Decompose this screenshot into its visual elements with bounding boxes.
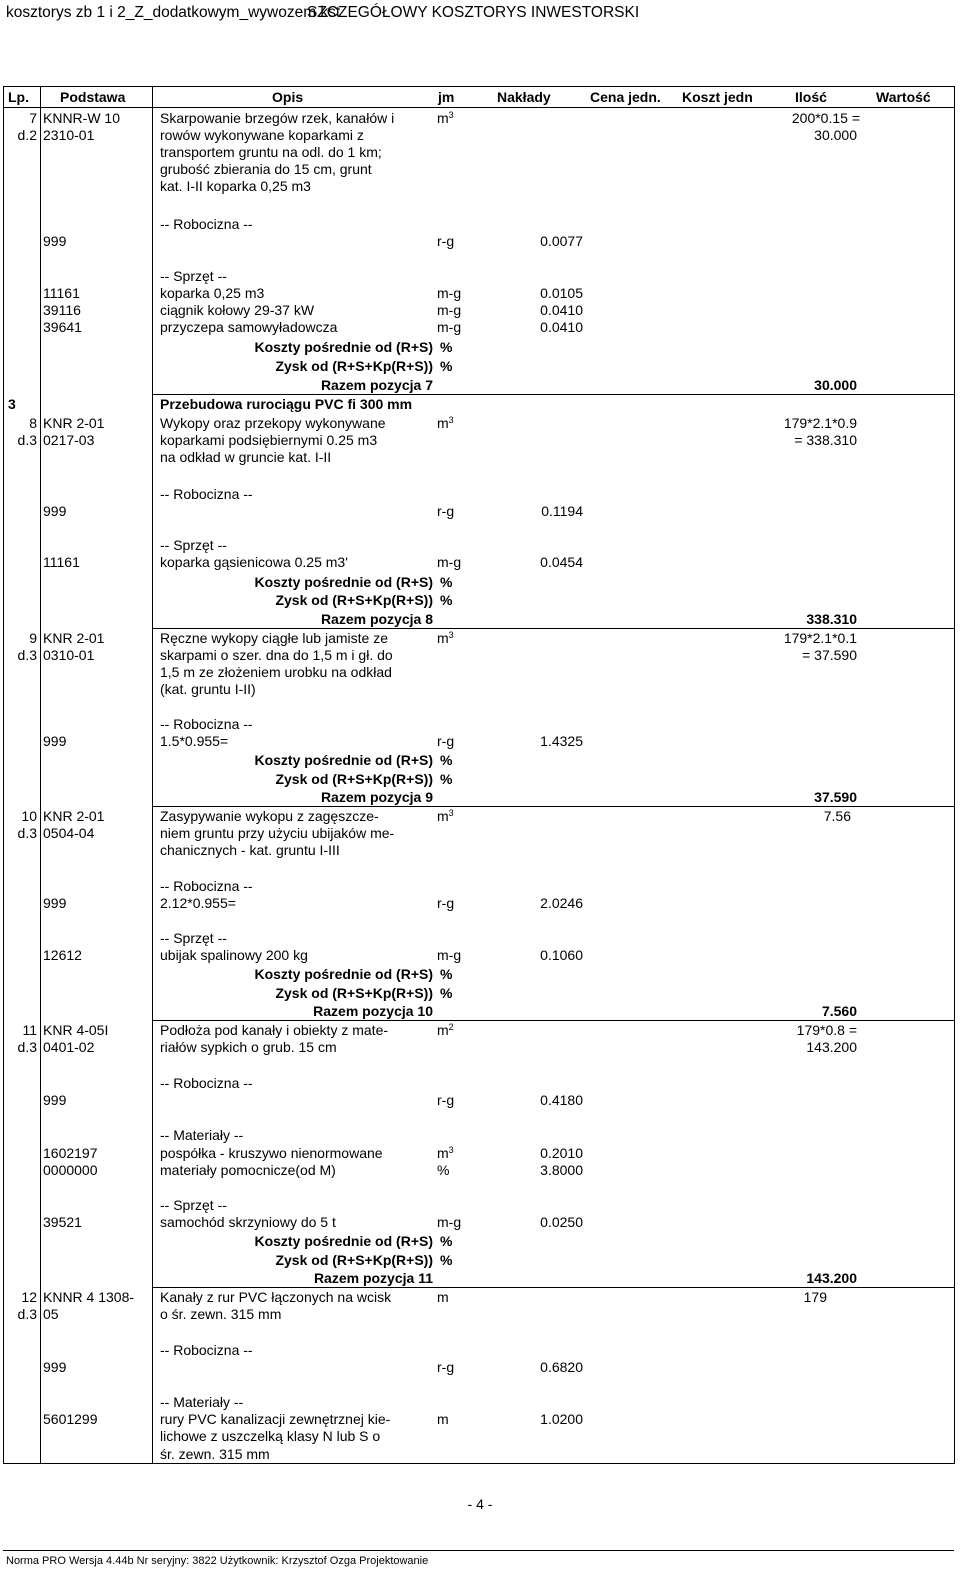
pos12-labour-unit: r-g — [437, 1359, 455, 1375]
pos11-mat2-norm: 3.8000 — [540, 1162, 583, 1178]
pos10-desc-2: niem gruntu przy użyciu ubijaków me- — [160, 825, 395, 841]
header-bottom-border — [3, 107, 954, 108]
file-name: kosztorys zb 1 i 2_Z_dodatkowym_wywozem.kst — [6, 4, 341, 21]
pos9-labour-unit: r-g — [437, 733, 455, 749]
pos7-eq1-norm: 0.0105 — [540, 285, 583, 301]
pos9-lp-sub: d.3 — [17, 647, 37, 663]
pos7-desc-4: grubość zbierania do 15 cm, grunt — [160, 161, 372, 177]
pos11-total-label: Razem pozycja 11 — [313, 1270, 433, 1286]
pos11-lp: 11 — [22, 1022, 37, 1038]
pos9-profit-pct: % — [440, 771, 453, 787]
pos8-total-label: Razem pozycja 8 — [320, 611, 433, 627]
pos12-lp: 12 — [21, 1289, 37, 1305]
section-number: 3 — [8, 396, 16, 412]
pos9-desc-4: (kat. gruntu I-II) — [160, 681, 256, 697]
pos9-desc-2: skarpami o szer. dna do 1,5 m i gł. do — [160, 647, 393, 663]
pos7-eq3-desc: przyczepa samowyładowcza — [160, 319, 338, 335]
pos12-mat1-code: 5601299 — [43, 1411, 98, 1427]
pos8-total-rule — [153, 628, 954, 629]
pos11-desc-2: riałów sypkich o grub. 15 cm — [160, 1039, 337, 1055]
pos11-unit: $m^2$ — [437, 1022, 454, 1038]
pos8-desc-3: na odkład w gruncie kat. I-II — [160, 449, 332, 465]
pos9-desc-3: 1,5 m ze złożeniem urobku na odkład — [160, 664, 392, 680]
pos7-eq2-code: 39116 — [43, 302, 81, 318]
pos7-eq3-norm: 0.0410 — [540, 319, 583, 335]
pos12-desc-2: o śr. zewn. 315 mm — [160, 1306, 282, 1322]
pos7-labour-code: 999 — [43, 233, 67, 249]
table-top-border — [3, 86, 954, 87]
pos12-mat1-desc-1: rury PVC kanalizacji zewnętrznej kie- — [160, 1411, 391, 1427]
pos8-qty: = 338.310 — [794, 432, 857, 448]
pos8-eq1-code: 11161 — [43, 554, 80, 570]
col-header-lp: Lp. — [8, 89, 29, 105]
pos11-indirect-label: Koszty pośrednie od (R+S) — [254, 1233, 433, 1249]
pos12-materials-heading: -- Materiały -- — [160, 1394, 244, 1410]
pos11-total-value: 143.200 — [806, 1270, 857, 1286]
pos11-materials-heading: -- Materiały -- — [160, 1127, 244, 1143]
pos10-basis: KNR 2-01 — [43, 808, 105, 824]
col-header-jm: jm — [438, 89, 455, 105]
pos7-qty: 30.000 — [814, 127, 857, 143]
col-header-ilosc: Ilość — [795, 89, 827, 105]
pos9-labour-heading: -- Robocizna -- — [160, 716, 253, 732]
col-border-lp — [40, 86, 41, 1464]
pos10-desc-3: chanicznych - kat. gruntu I-III — [160, 842, 340, 858]
pos10-basis-code: 0504-04 — [43, 825, 95, 841]
pos7-eq1-code: 11161 — [43, 285, 80, 301]
pos8-equipment-heading: -- Sprzęt -- — [160, 537, 227, 553]
pos8-indirect-pct: % — [440, 574, 453, 590]
col-border-right — [954, 86, 955, 1464]
pos8-desc-1: Wykopy oraz przekopy wykonywane — [160, 415, 386, 431]
pos12-mat1-desc-2: lichowe z uszczelką klasy N lub S o — [160, 1428, 381, 1444]
pos9-profit-label: Zysk od (R+S+Kp(R+S)) — [275, 771, 433, 787]
table-bottom-border — [3, 1463, 954, 1464]
pos9-labour-code: 999 — [43, 733, 67, 749]
pos8-labour-heading: -- Robocizna -- — [160, 486, 253, 502]
pos11-eq1-unit: m-g — [437, 1214, 462, 1230]
pos7-eq1-unit: m-g — [437, 285, 462, 301]
pos8-eq1-norm: 0.0454 — [540, 554, 583, 570]
pos12-labour-code: 999 — [43, 1359, 67, 1375]
col-border-podstawa — [152, 86, 153, 1464]
pos12-mat1-norm: 1.0200 — [540, 1411, 583, 1427]
pos8-lp-sub: d.3 — [17, 432, 37, 448]
pos11-eq1-norm: 0.0250 — [540, 1214, 583, 1230]
pos11-mat1-unit: $m^3$ — [437, 1145, 454, 1161]
pos7-total-value: 30.000 — [814, 377, 857, 393]
pos10-labour-unit: r-g — [437, 895, 455, 911]
pos7-basis-code: 2310-01 — [43, 127, 95, 143]
pos7-labour-unit: r-g — [437, 233, 455, 249]
pos10-total-label: Razem pozycja 10 — [313, 1003, 433, 1019]
pos11-mat1-norm: 0.2010 — [540, 1145, 583, 1161]
pos9-basis-code: 0310-01 — [43, 647, 95, 663]
pos11-labour-heading: -- Robocizna -- — [160, 1075, 253, 1091]
pos11-lp-sub: d.3 — [17, 1039, 37, 1055]
pos11-mat2-code: 0000000 — [43, 1162, 98, 1178]
pos12-labour-norm: 0.6820 — [540, 1359, 583, 1375]
pos10-unit: $m^3$ — [437, 808, 454, 824]
pos9-labour-norm: 1.4325 — [540, 733, 583, 749]
pos8-total-value: 338.310 — [806, 611, 857, 627]
pos7-lp: 7 — [29, 110, 37, 126]
pos11-basis-code: 0401-02 — [43, 1039, 95, 1055]
pos10-labour-code: 999 — [43, 895, 67, 911]
pos11-profit-label: Zysk od (R+S+Kp(R+S)) — [275, 1252, 433, 1268]
pos7-desc-5: kat. I-II koparka 0,25 m3 — [160, 178, 311, 194]
pos12-desc-1: Kanały z rur PVC łączonych na wcisk — [160, 1289, 392, 1305]
pos7-profit-label: Zysk od (R+S+Kp(R+S)) — [275, 358, 433, 374]
pos11-mat1-desc: pospółka - kruszywo nienormowane — [160, 1145, 383, 1161]
pos11-desc-1: Podłoża pod kanały i obiekty z mate- — [160, 1022, 389, 1038]
pos10-profit-pct: % — [440, 985, 453, 1001]
pos12-unit: m — [437, 1289, 449, 1305]
col-header-opis: Opis — [272, 89, 304, 105]
pos11-mat2-unit: % — [437, 1162, 450, 1178]
pos9-lp: 9 — [29, 630, 37, 646]
pos11-mat2-desc: materiały pomocnicze(od M) — [160, 1162, 336, 1178]
pos9-qty-formula: 179*2.1*0.1 — [783, 630, 857, 646]
pos9-desc-1: Ręczne wykopy ciągłe lub jamiste ze — [160, 630, 388, 646]
pos8-indirect-label: Koszty pośrednie od (R+S) — [254, 574, 433, 590]
pos8-lp: 8 — [29, 415, 37, 431]
pos7-qty-formula: 200*0.15 = — [791, 110, 860, 126]
pos8-profit-pct: % — [440, 592, 453, 608]
pos10-total-rule — [153, 1020, 954, 1021]
pos10-eq1-norm: 0.1060 — [540, 947, 583, 963]
pos12-basis-code: 05 — [43, 1306, 59, 1322]
pos11-labour-unit: r-g — [437, 1092, 455, 1108]
pos10-eq1-code: 12612 — [43, 947, 82, 963]
pos7-total-label: Razem pozycja 7 — [320, 377, 433, 393]
pos8-labour-code: 999 — [43, 503, 67, 519]
pos11-indirect-pct: % — [440, 1233, 453, 1249]
pos7-desc-1: Skarpowanie brzegów rzek, kanałów i — [160, 110, 395, 126]
col-header-wartosc: Wartość — [876, 89, 931, 105]
pos7-labour-heading: -- Robocizna -- — [160, 216, 253, 232]
software-footer: Norma PRO Wersja 4.44b Nr seryjny: 3822 Użytkownik: Krzysztof Ozga Projektowanie — [6, 1555, 429, 1567]
pos10-eq1-unit: m-g — [437, 947, 462, 963]
pos8-labour-norm: 0.1194 — [541, 503, 583, 519]
page-number: - 4 - — [467, 1496, 493, 1512]
pos8-desc-2: koparkami podsiębiernymi 0.25 m3 — [160, 432, 378, 448]
pos7-lp-sub: d.2 — [17, 127, 37, 143]
pos10-labour-formula: 2.12*0.955= — [160, 895, 236, 911]
col-header-cena: Cena jedn. — [590, 89, 661, 105]
pos12-lp-sub: d.3 — [17, 1306, 37, 1322]
pos10-qty: 7.56 — [823, 808, 851, 824]
pos10-indirect-pct: % — [440, 966, 453, 982]
pos7-eq3-code: 39641 — [43, 319, 82, 335]
col-header-podstawa: Podstawa — [60, 89, 126, 105]
pos11-qty-formula: 179*0.8 = — [796, 1022, 857, 1038]
pos9-total-rule — [153, 806, 954, 807]
pos7-desc-2: rowów wykonywane koparkami z — [160, 127, 364, 143]
pos7-eq2-unit: m-g — [437, 302, 462, 318]
pos10-labour-heading: -- Robocizna -- — [160, 878, 253, 894]
pos12-qty: 179 — [803, 1289, 827, 1305]
pos8-labour-unit: r-g — [437, 503, 455, 519]
pos7-eq1-desc: koparka 0,25 m3 — [160, 285, 265, 301]
pos8-unit: $m^3$ — [437, 415, 454, 431]
pos8-basis: KNR 2-01 — [43, 415, 105, 431]
pos7-labour-norm: 0.0077 — [540, 233, 583, 249]
pos11-basis: KNR 4-05I — [43, 1022, 109, 1038]
section-title: Przebudowa rurociągu PVC fi 300 mm — [160, 396, 413, 412]
pos8-eq1-desc: koparka gąsienicowa 0.25 m3' — [160, 554, 348, 570]
pos9-labour-formula: 1.5*0.955= — [160, 733, 229, 749]
pos12-labour-heading: -- Robocizna -- — [160, 1342, 253, 1358]
pos11-total-rule — [153, 1287, 954, 1288]
pos8-eq1-unit: m-g — [437, 554, 462, 570]
pos11-labour-norm: 0.4180 — [540, 1092, 583, 1108]
pos12-mat1-unit: m — [437, 1411, 449, 1427]
pos10-equipment-heading: -- Sprzęt -- — [160, 930, 227, 946]
pos9-basis: KNR 2-01 — [43, 630, 105, 646]
pos7-total-rule — [153, 394, 954, 395]
col-border-left — [3, 86, 4, 1464]
pos9-unit: $m^3$ — [437, 630, 454, 646]
pos11-eq1-code: 39521 — [43, 1214, 82, 1230]
pos10-profit-label: Zysk od (R+S+Kp(R+S)) — [275, 985, 433, 1001]
pos8-qty-formula: 179*2.1*0.9 — [783, 415, 857, 431]
pos9-indirect-pct: % — [440, 752, 453, 768]
pos12-basis: KNNR 4 1308- — [43, 1289, 135, 1305]
pos7-basis: KNNR-W 10 — [43, 110, 121, 126]
pos11-equipment-heading: -- Sprzęt -- — [160, 1197, 227, 1213]
pos7-equipment-heading: -- Sprzęt -- — [160, 268, 227, 284]
pos7-eq2-norm: 0.0410 — [540, 302, 583, 318]
pos12-mat1-desc-3: śr. zewn. 315 mm — [160, 1446, 270, 1462]
pos10-lp-sub: d.3 — [17, 825, 37, 841]
pos9-total-label: Razem pozycja 9 — [320, 789, 433, 805]
pos11-labour-code: 999 — [43, 1092, 67, 1108]
pos10-eq1-desc: ubijak spalinowy 200 kg — [160, 947, 308, 963]
pos10-total-value: 7.560 — [821, 1003, 857, 1019]
pos11-mat1-code: 1602197 — [43, 1145, 98, 1161]
pos7-unit: $m^3$ — [437, 110, 454, 126]
col-header-koszt: Koszt jedn — [682, 89, 753, 105]
pos7-indirect-pct: % — [440, 339, 453, 355]
pos10-labour-norm: 2.0246 — [540, 895, 583, 911]
pos7-indirect-label: Koszty pośrednie od (R+S) — [254, 339, 433, 355]
pos11-eq1-desc: samochód skrzyniowy do 5 t — [160, 1214, 336, 1230]
pos9-qty: = 37.590 — [802, 647, 857, 663]
pos8-profit-label: Zysk od (R+S+Kp(R+S)) — [275, 592, 433, 608]
pos10-indirect-label: Koszty pośrednie od (R+S) — [254, 966, 433, 982]
report-title: SZCZEGÓŁOWY KOSZTORYS INWESTORSKI — [307, 4, 640, 21]
pos7-eq2-desc: ciągnik kołowy 29-37 kW — [160, 302, 315, 318]
pos9-indirect-label: Koszty pośrednie od (R+S) — [254, 752, 433, 768]
pos11-profit-pct: % — [440, 1252, 453, 1268]
pos11-qty: 143.200 — [806, 1039, 857, 1055]
col-header-naklady: Nakłady — [497, 89, 551, 105]
pos8-basis-code: 0217-03 — [43, 432, 95, 448]
pos9-total-value: 37.590 — [814, 789, 857, 805]
pos10-desc-1: Zasypywanie wykopu z zagęszcze- — [160, 808, 379, 824]
pos10-lp: 10 — [21, 808, 37, 824]
pos7-desc-3: transportem gruntu na odl. do 1 km; — [160, 144, 382, 160]
footer-rule — [3, 1550, 954, 1551]
pos7-eq3-unit: m-g — [437, 319, 462, 335]
pos7-profit-pct: % — [440, 358, 453, 374]
